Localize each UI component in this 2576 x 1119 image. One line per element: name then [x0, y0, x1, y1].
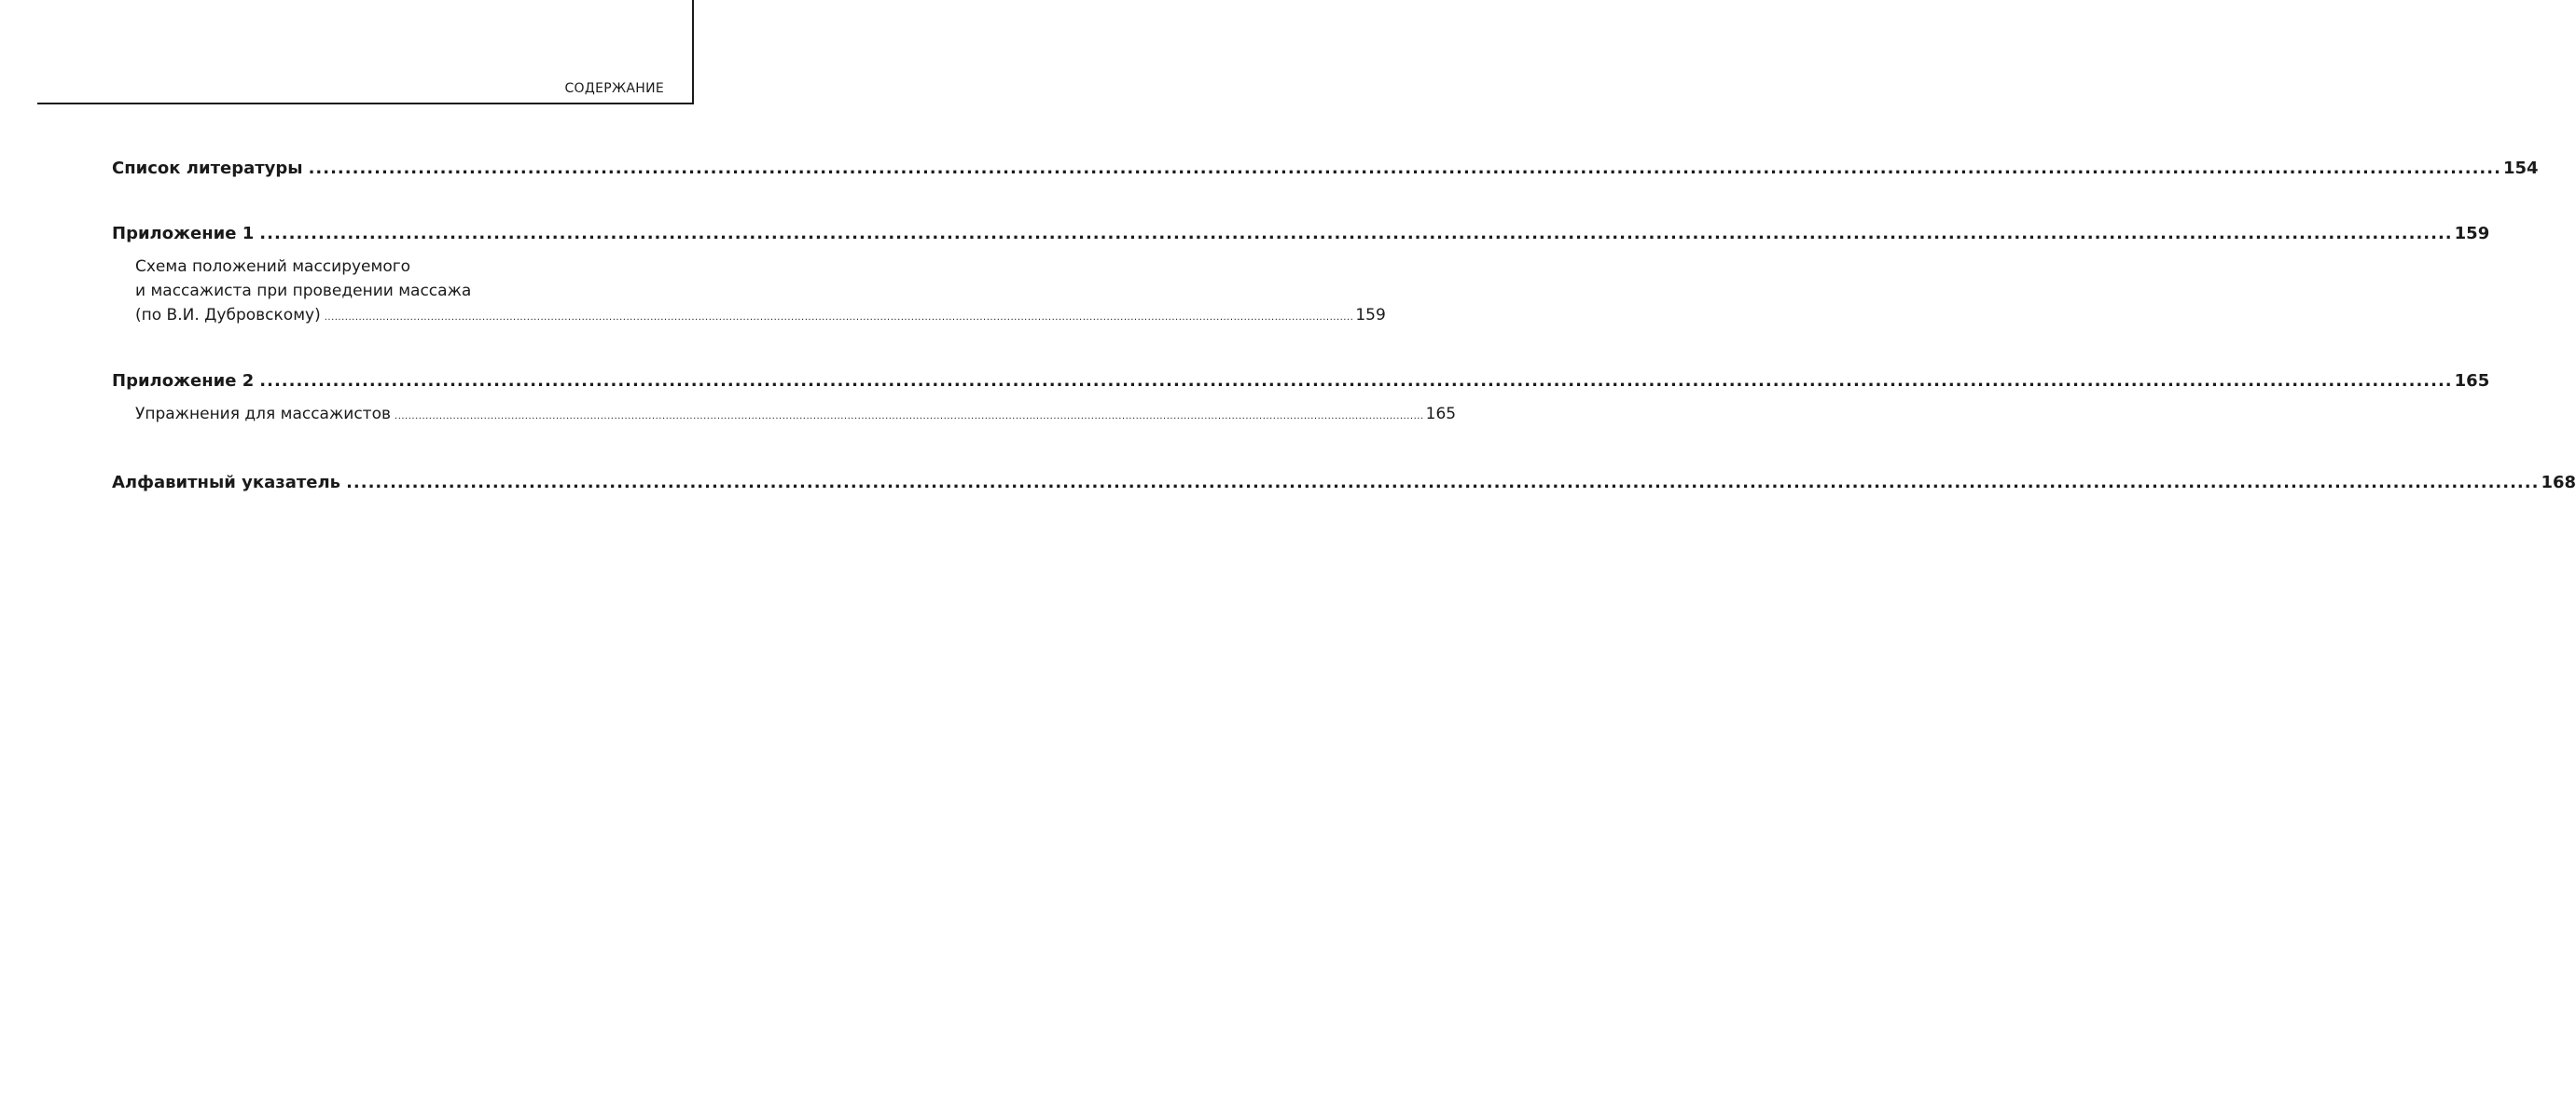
toc-subentry-title: Упражнения для массажистов	[135, 405, 392, 423]
toc-entry-title: Приложение 1	[112, 224, 255, 243]
toc-entry-index[interactable]	[112, 473, 2576, 492]
toc-entry-bibliography[interactable]	[112, 159, 2539, 178]
toc-subentry-exercises[interactable]	[135, 405, 1457, 423]
toc-entry-appendix-2[interactable]	[112, 371, 2490, 391]
dot-leader: ............................................................................................................................................................................................................................................................................................................	[259, 224, 2453, 243]
dot-leader: ............................................................................................................................................................................................................................................................................................................	[395, 411, 1424, 421]
toc-entry-appendix-1[interactable]	[112, 224, 2490, 243]
header-horizontal-rule	[37, 103, 694, 104]
toc-entry-title: Алфавитный указатель	[112, 473, 341, 492]
header-vertical-rule	[692, 0, 694, 104]
toc-entry-title: Приложение 2	[112, 371, 255, 391]
toc-subentry-page: 159	[1355, 306, 1386, 325]
running-head: СОДЕРЖАНИЕ	[564, 81, 664, 96]
dot-leader: ............................................................................................................................................................................................................................................................................................................	[308, 159, 2501, 178]
toc-entry-page: 159	[2454, 224, 2490, 243]
dot-leader: ............................................................................................................................................................................................................................................................................................................	[259, 371, 2453, 391]
toc-subentry-line-2: и массажиста при проведении массажа	[135, 282, 472, 300]
toc-entry-page: 154	[2502, 159, 2539, 178]
toc-subentry-line-1: Схема положений массируемого	[135, 257, 411, 276]
toc-subentry-positions-scheme[interactable]	[135, 306, 1386, 325]
dot-leader: ............................................................................................................................................................................................................................................................................................................	[324, 312, 1354, 323]
toc-entry-page: 168	[2541, 473, 2576, 492]
toc-subentry-title: (по В.И. Дубровскому)	[135, 306, 321, 325]
toc-entry-page: 165	[2454, 371, 2490, 391]
toc-entry-title: Список литературы	[112, 159, 303, 178]
dot-leader: ............................................................................................................................................................................................................................................................................................................	[346, 473, 2540, 492]
toc-subentry-page: 165	[1425, 405, 1457, 423]
